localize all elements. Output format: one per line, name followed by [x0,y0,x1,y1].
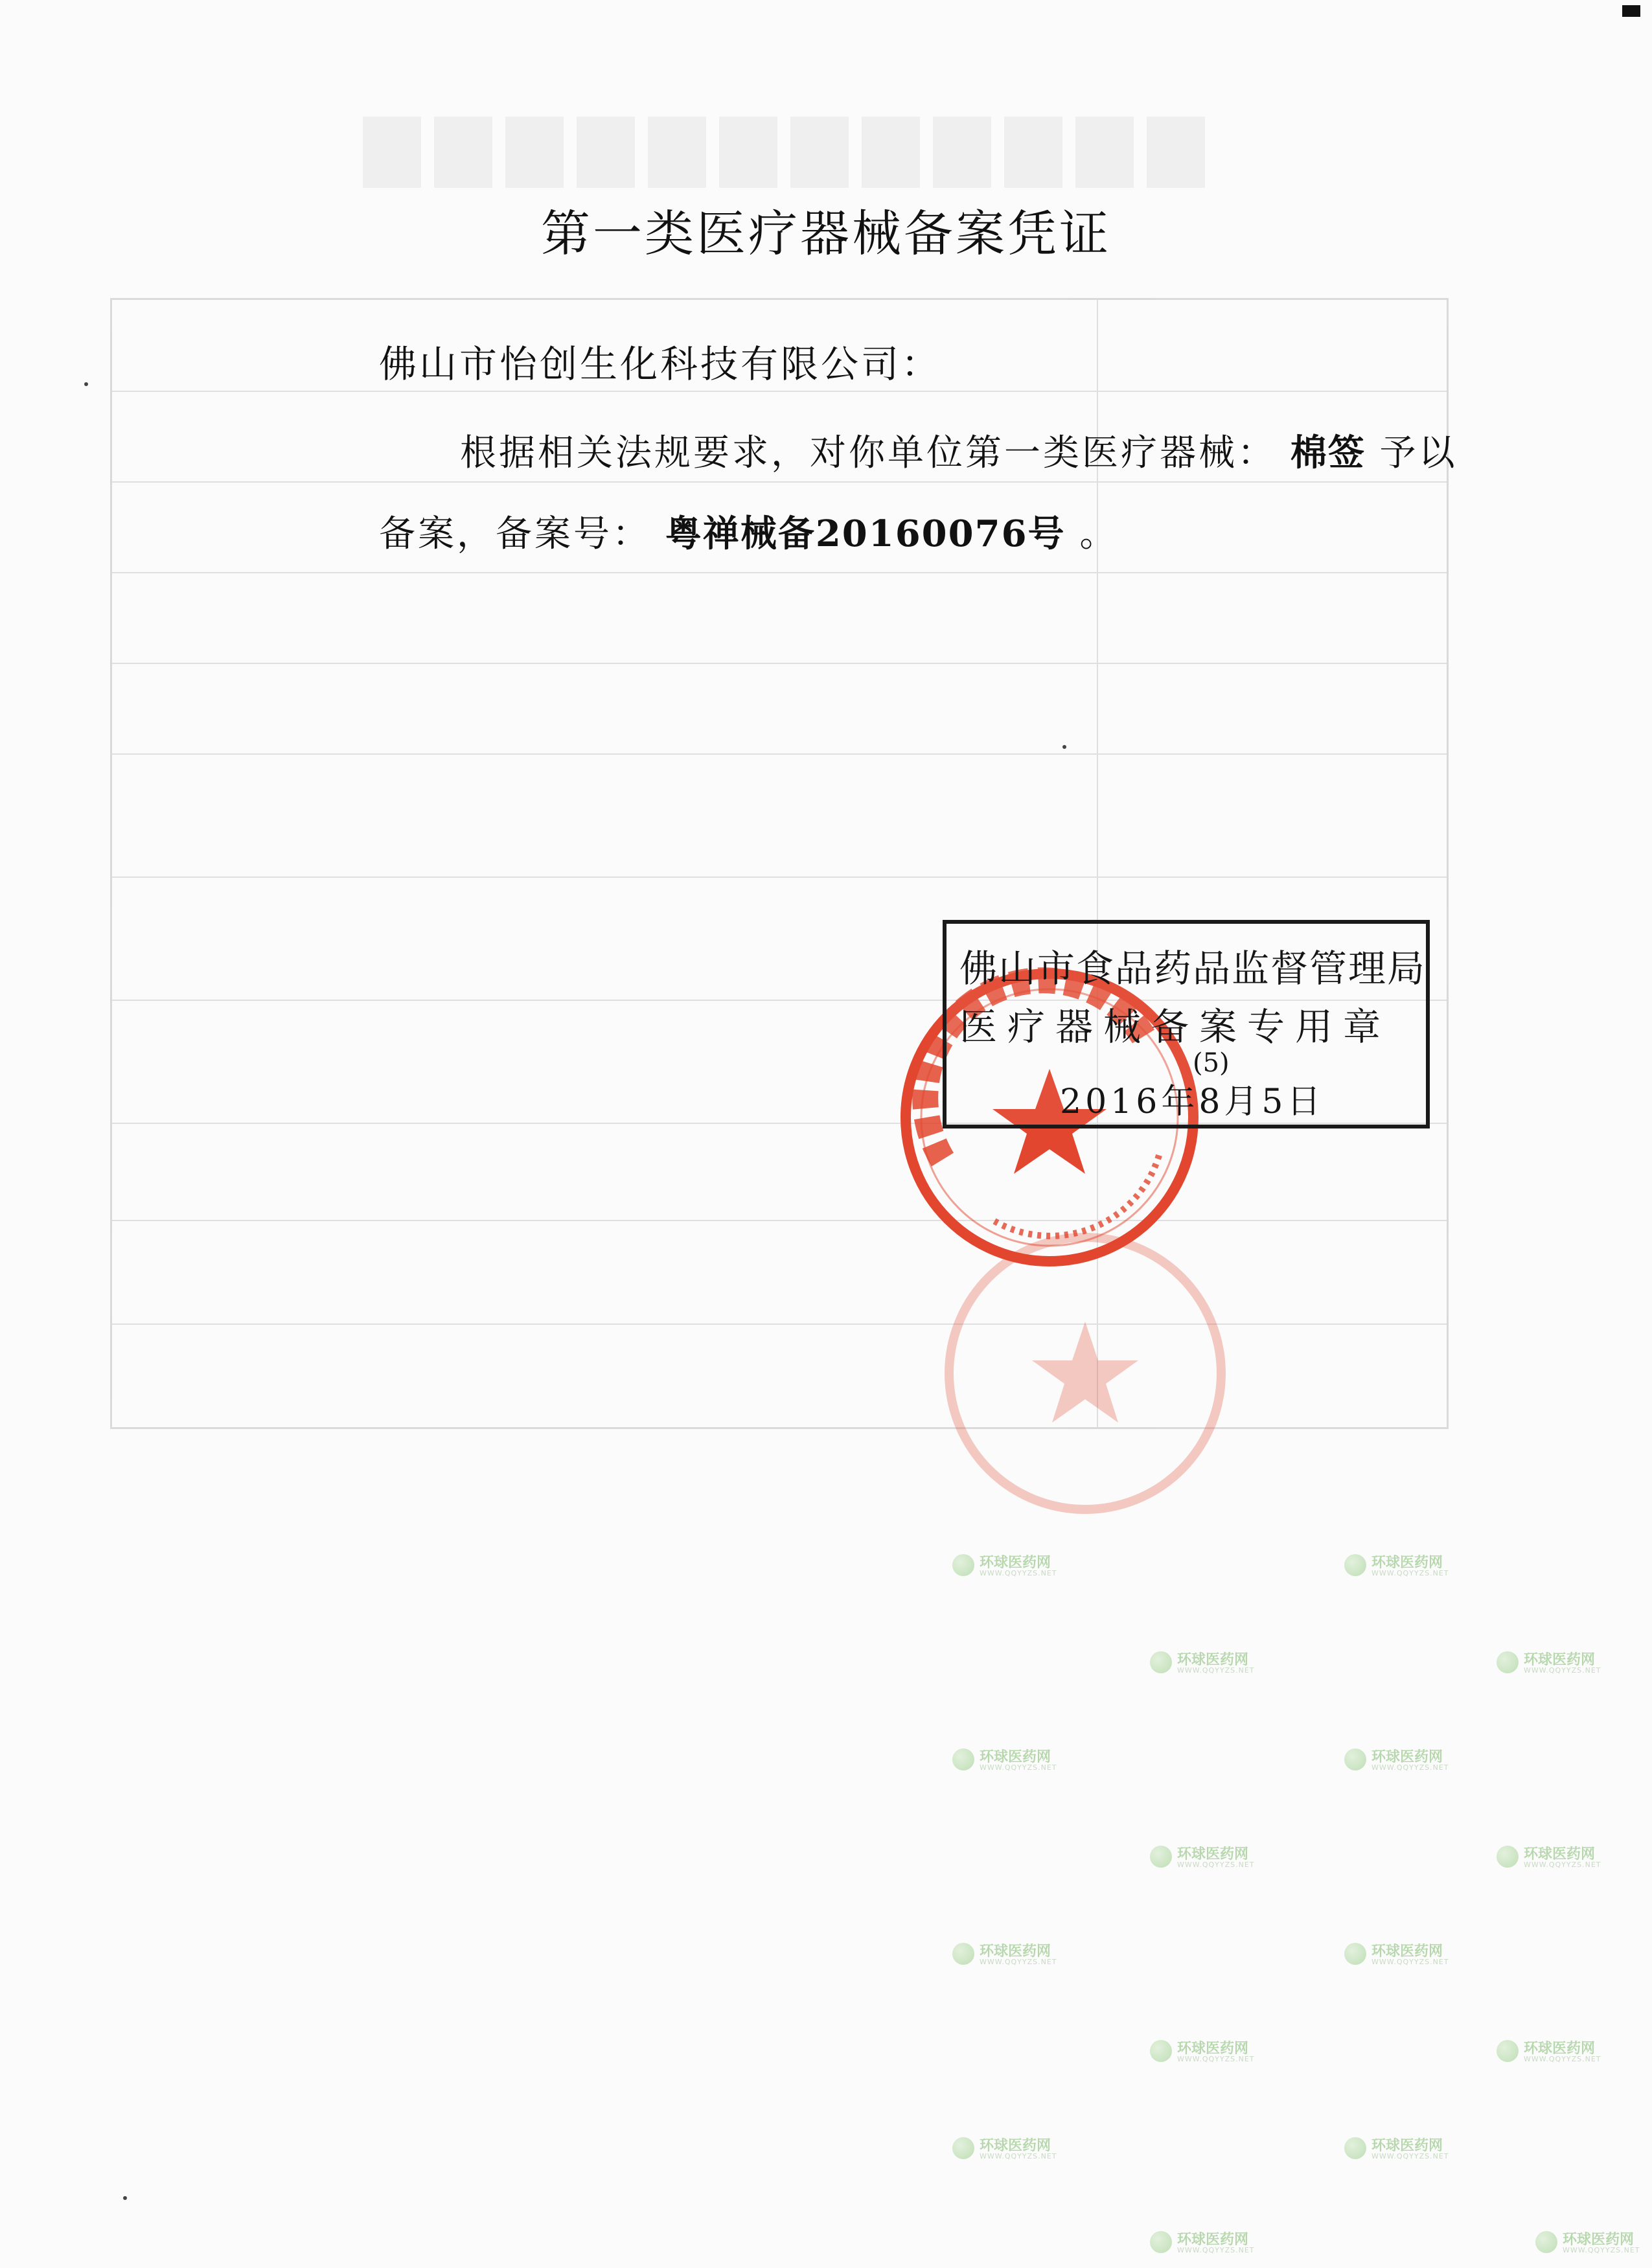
watermark-site: WWW.QQYYZS.NET [1524,1861,1601,1869]
scan-speck [123,2196,127,2200]
watermark-brand: 环球医药网 [1177,1846,1249,1862]
watermark-logo [1344,2135,1467,2166]
watermark-site: WWW.QQYYZS.NET [1177,2055,1255,2063]
stamp-date: 2016年8月5日 [1060,1082,1325,1121]
watermark-site: WWW.QQYYZS.NET [1371,1958,1449,1966]
watermark-logo [1497,1843,1620,1874]
watermark-brand: 环球医药网 [980,2138,1051,2154]
watermark-site: WWW.QQYYZS.NET [1371,1569,1449,1577]
leaf-icon [1150,1846,1172,1868]
watermark-site: WWW.QQYYZS.NET [980,2152,1057,2160]
stamp-purpose: 医疗器械备案专用章 [959,1005,1392,1049]
watermark-brand: 环球医药网 [980,1943,1051,1960]
watermark-logo [952,1940,1075,1971]
leaf-icon [952,2137,974,2159]
watermark-brand: 环球医药网 [1371,2138,1443,2154]
watermark-logo [1150,2228,1273,2260]
watermark-brand: 环球医药网 [1371,1555,1443,1571]
leaf-icon [1344,2137,1366,2159]
body-line-1-suffix: 予以 [1379,432,1458,474]
watermark-site: WWW.QQYYZS.NET [1524,1666,1601,1675]
watermark-site: WWW.QQYYZS.NET [1371,2152,1449,2160]
watermark-brand: 环球医药网 [1177,1652,1249,1668]
watermark-site: WWW.QQYYZS.NET [1371,1763,1449,1772]
leaf-icon [952,1943,974,1965]
leaf-icon [952,1554,974,1576]
watermark-brand: 环球医药网 [1524,1652,1596,1668]
leaf-icon [1344,1554,1366,1576]
leaf-icon [1535,2231,1557,2253]
watermark-site: WWW.QQYYZS.NET [1177,1861,1255,1869]
page-title: 第一类医疗器械备案凭证 [541,205,1111,262]
watermark-logo [952,2135,1075,2166]
body-line-2 [379,505,1118,557]
watermark-logo [1497,2037,1620,2068]
product-name: 棉签 [1290,431,1366,474]
watermark-site: WWW.QQYYZS.NET [1177,2246,1255,2254]
leaf-icon [1497,1651,1519,1673]
body-line-1-prefix: 根据相关法规要求，对你单位第一类医疗器械： [460,432,1276,474]
scanner-corner-mark [1622,5,1640,17]
body-line-1 [460,424,1458,476]
watermark-site: WWW.QQYYZS.NET [1177,1666,1255,1675]
leaf-icon [1150,2040,1172,2062]
leaf-icon [1150,2231,1172,2253]
watermark-logo [1150,2037,1273,2068]
addressee: 佛山市怡创生化科技有限公司： [379,342,942,386]
bleed-through-heading [363,117,1205,188]
scan-speck [84,382,88,386]
stamp-issuer: 佛山市食品药品监督管理局 [959,946,1427,991]
watermark-logo [1150,1649,1273,1680]
body-line-2-suffix: 。 [1079,513,1119,555]
leaf-icon [1497,2040,1519,2062]
watermark-site: WWW.QQYYZS.NET [1563,2246,1640,2254]
watermark-brand: 环球医药网 [980,1555,1051,1571]
watermark-brand: 环球医药网 [1524,1846,1596,1862]
watermark-brand: 环球医药网 [1524,2041,1596,2057]
watermark-logo [1344,1940,1467,1971]
scan-speck [1062,745,1066,749]
filing-stamp [943,920,1430,1128]
leaf-icon [1344,1943,1366,1965]
body-line-2-prefix: 备案，备案号： [379,513,651,555]
leaf-icon [952,1748,974,1770]
watermark-brand: 环球医药网 [1563,2232,1635,2248]
leaf-icon [1150,1651,1172,1673]
watermark-brand: 环球医药网 [1177,2041,1249,2057]
watermark-site: WWW.QQYYZS.NET [980,1763,1057,1772]
watermark-logo [1344,1552,1467,1583]
watermark-brand: 环球医药网 [1371,1749,1443,1765]
watermark-logo [1344,1746,1467,1777]
watermark-logo [952,1746,1075,1777]
leaf-icon [1344,1748,1366,1770]
watermark-logo [1150,1843,1273,1874]
watermark-logo [1497,1649,1620,1680]
watermark-site: WWW.QQYYZS.NET [980,1569,1057,1577]
watermark-site: WWW.QQYYZS.NET [980,1958,1057,1966]
watermark-site: WWW.QQYYZS.NET [1524,2055,1601,2063]
watermark-brand: 环球医药网 [980,1749,1051,1765]
watermark-brand: 环球医药网 [1371,1943,1443,1960]
watermark-logo [952,1552,1075,1583]
watermark-logo [1535,2228,1652,2260]
watermark-brand: 环球医药网 [1177,2232,1249,2248]
stamp-code: (5) [1193,1048,1230,1078]
filing-number: 粤禅械备20160076号 [665,512,1066,555]
leaf-icon [1497,1846,1519,1868]
